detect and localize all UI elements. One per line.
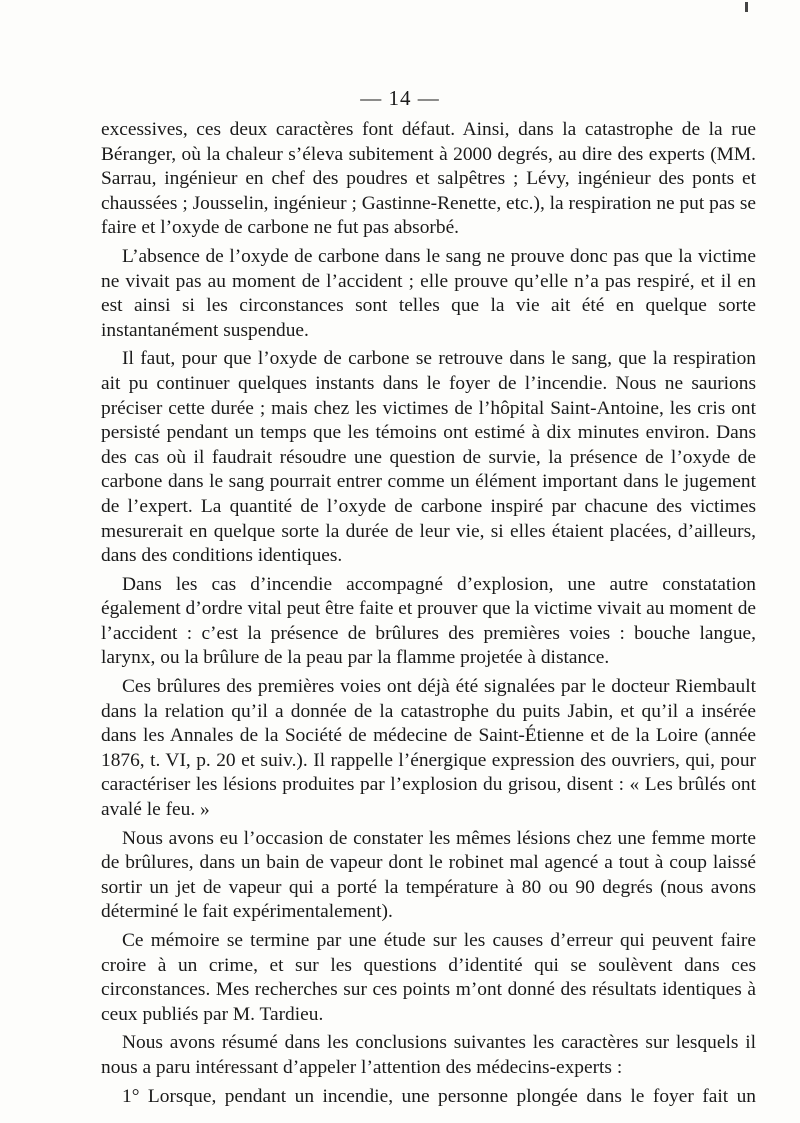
paragraph-6: Nous avons eu l’occasion de constater les mêmes lésions chez une femme morte de brûlures, dans un bain de vapeur dont le robinet mal agencé a tout à coup laissé sortir un jet de vapeur qui a porté la température à 80 ou 90 degrés (nous avons déterminé le fait expérimentalement). [101,827,756,923]
paragraph-4: Dans les cas d’incendie accompagné d’explosion, une autre constatation également d’ordre vital peut être faite et prouver que la victime vivait au moment de l’accident : c’est la présence de brûlures des premières voies : bouche langue, larynx, ou la brûlure de la peau par la flamme projetée à distance. [101,573,756,669]
paragraph-2: L’absence de l’oxyde de carbone dans le sang ne prouve donc pas que la victime ne vivait pas au moment de l’accident ; elle prouve qu’elle n’a pas respiré, et il en est ainsi si les circonstances sont telles que la vie ait été en quelque sorte instantanément suspendue. [101,245,756,341]
paragraph-3: Il faut, pour que l’oxyde de carbone se retrouve dans le sang, que la respiration ait pu continuer quelques instants dans le foyer de l’incendie. Nous ne saurions préciser cette durée ; mais chez les victimes de l’hôpital Saint-Antoine, les cris ont persisté pendant un temps que les témoins ont estimé à dix minutes environ. Dans des cas où il faudrait résoudre une question de survie, la présence de l’oxyde de carbone dans le sang pourrait entrer comme un élément important dans le jugement de l’expert. La quantité de l’oxyde de carbone inspiré par chacune des victimes mesurerait en quelque sorte la durée de leur vie, si elles étaient placées, d’ailleurs, dans des conditions identiques. [101,348,756,567]
body-text [101,118,756,1109]
page-number: — 14 — [360,86,440,110]
paragraph-7: Ce mémoire se termine par une étude sur les causes d’erreur qui peuvent faire croire à un crime, et sur les questions d’identité qui se soulèvent dans ces circonstances. Mes recherches sur ces points m’ont donné des résultats identiques à ceux publiés par M. Tardieu. [101,930,756,1025]
print-mark [745,2,748,12]
paragraph-9: 1° Lorsque, pendant un incendie, une personne plongée dans le foyer fait un [122,1085,756,1107]
paragraph-1: excessives, ces deux caractères font défaut. Ainsi, dans la catastrophe de la rue Béranger, où la chaleur s’éleva subitement à 2000 degrés, au dire des experts (MM. Sarrau, ingénieur en chef des poudres et salpêtres ; Lévy, ingénieur des ponts et chaussées ; Jousselin, ingénieur ; Gastinne-Renette, etc.), la respiration ne put pas se faire et l’oxyde de carbone ne fut pas absorbé. [101,119,756,239]
paragraph-8: Nous avons résumé dans les conclusions suivantes les caractères sur lesquels il nous a paru intéressant d’appeler l’attention des médecins-experts : [101,1032,756,1078]
paragraph-5: Ces brûlures des premières voies ont déjà été signalées par le docteur Riembault dans la relation qu’il a donnée de la catastrophe du puits Jabin, et qu’il a insérée dans les Annales de la Société de médecine de Saint-Étienne et de la Loire (année 1876, t. VI, p. 20 et suiv.). Il rappelle l’énergique expression des ouvriers, qui, pour caractériser les lésions produites par l’explosion du grisou, disent : « Les brûlés ont avalé le feu. » [101,676,756,821]
